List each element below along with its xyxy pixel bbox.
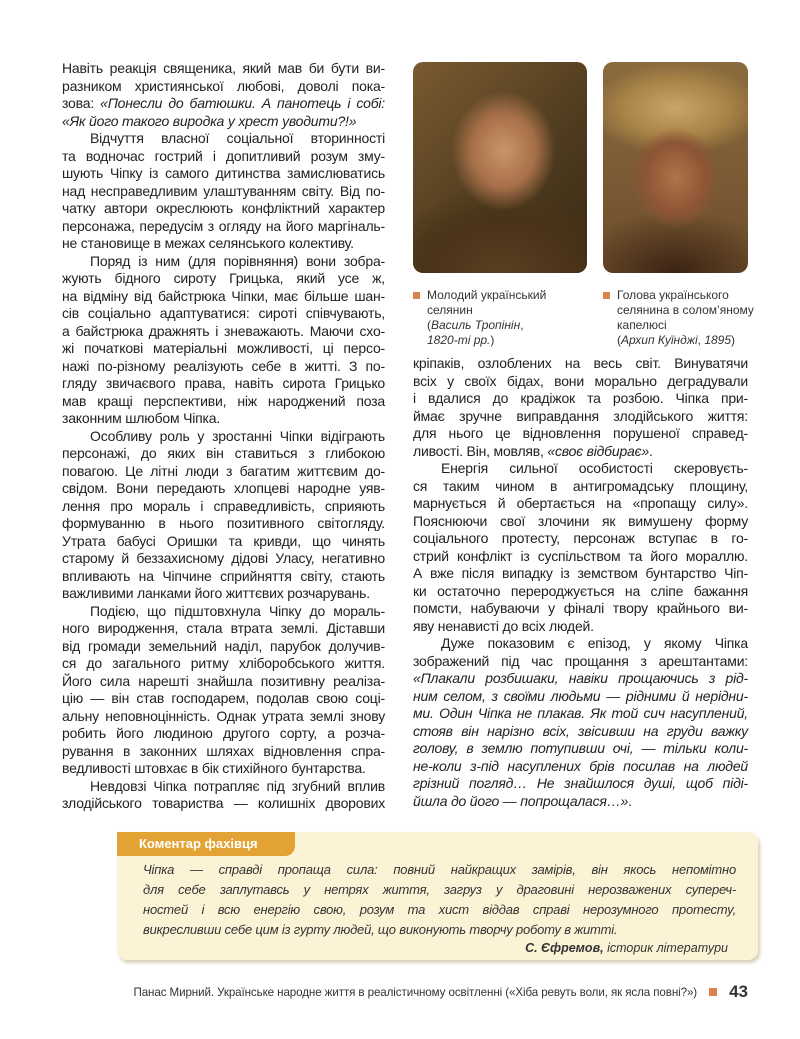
paragraph	[62, 253, 385, 428]
text-line: для себе заплутавсь у нетрях життя, загруз у драговині нерозважених супереч-	[143, 882, 736, 897]
text-line: жують бідного сироту Грицька, який усе ж,	[62, 270, 385, 286]
text-line: Відчуття власної соціальної вторинності	[90, 130, 385, 146]
right-text-column	[413, 355, 748, 810]
caption-date: 1895	[704, 333, 732, 347]
text-line: впливають на Чіпчине сприйняття світу, стають	[62, 567, 385, 584]
caption-marker-icon	[413, 292, 420, 299]
paragraph	[413, 635, 748, 810]
text-line: стояв він нарізно всіх, звісивши на груди важку	[413, 722, 748, 739]
text-line: ливості. Він, мовляв, «своє відбирає».	[413, 442, 653, 459]
text-line: ведливості штовхає в бік стихійного бунтарства.	[62, 760, 366, 776]
text-line: ся таким чином в антигромадську площину,	[413, 477, 748, 494]
text-line: Утрата бабусі Оришки та кривди, що чинять	[62, 532, 385, 549]
text-line: стрий конфлікт із суспільством та його мораллю.	[413, 547, 748, 564]
caption-date: 1820-ті рр.	[427, 333, 491, 347]
text-line: ки остаточно перероджується на сліпе бажання	[413, 582, 748, 599]
text-line: шують Чіпку із самого дитинства замислюватись	[62, 165, 385, 181]
text-line: і вдалися до крадіжок та розбою. Чіпка при-	[413, 390, 748, 406]
text-line: для нього це відновлення порушеної справед-	[413, 425, 748, 441]
caption-author: Василь Тропінін	[431, 318, 521, 332]
text-line: не-коли з-під насуплених брів посилав на людей	[413, 757, 748, 774]
expert-comment-text	[143, 860, 736, 940]
text-line: чатку автори окреслюють конфліктний характер	[62, 200, 385, 216]
text-line: формуванню в нього позитивного світогляду.	[62, 515, 385, 531]
text-line: свідом. Вони передають хлопцеві народне уяв-	[62, 480, 385, 496]
text-line: «Як його такого виродка у хрест уводити?!»	[62, 112, 357, 129]
text-line: гляду звичаєвого права, навіть сирота Грицько	[62, 375, 385, 391]
left-text-column	[62, 60, 385, 813]
text-line: мав кращі перспективи, ніж народжений поза	[62, 392, 385, 409]
page-footer	[133, 982, 748, 1002]
text-line: законним шлюбом Чіпка.	[62, 410, 221, 426]
text-line: важливими ланками його життєвих розчарувань.	[62, 585, 370, 601]
text-line: цію — він став господарем, подолав свою соці-	[62, 690, 385, 706]
text-line: старому й беззахисному дідові Уласу, негативно	[62, 550, 385, 566]
text-line: робить його людиною другого сорту, а розча-	[62, 725, 385, 741]
paragraph	[62, 603, 385, 778]
text-line: соціального протесту, персонаж вступає в го-	[413, 530, 748, 546]
footer-marker-icon	[709, 988, 717, 996]
signature-author: С. Єфремов,	[525, 941, 604, 955]
caption-title: Голова українського селянина в солом’яному капелюсі	[617, 288, 754, 332]
text-line: Невдовзі Чіпка потрапляє під згубний вплив	[90, 777, 385, 794]
text-line: Поряд із ним (для порівняння) вони зобра-	[90, 252, 385, 269]
text-line: марнується й обертається на «пропащу силу».	[413, 495, 748, 511]
expert-comment-header: Коментар фахівця	[117, 832, 295, 856]
text-line: Особливу роль у зростанні Чіпки відіграють	[90, 427, 385, 444]
caption-author: Архип Куїнджі	[621, 333, 698, 347]
text-line: персонажі, до яких він ставиться з глибокою	[62, 445, 385, 461]
text-line: всіх у своїх бідах, вони морально деградували	[413, 372, 748, 389]
text-line: злодійського товариства — колишніх дворових	[62, 795, 385, 811]
text-line: Навіть реакція священика, який мав би бути ви-	[62, 60, 385, 76]
text-line: грізний погляд… Не знайшлося душі, щоб піді-	[413, 775, 748, 791]
text-line: не становище в межах селянського колективу.	[62, 235, 354, 251]
text-line: сів соціально адаптуватися: сироті співчувають,	[62, 305, 385, 321]
text-line: кріпаків, озлоблених на весь світ. Винуватячи	[413, 355, 748, 371]
text-line: Дуже показовим є епізод, у якому Чіпка	[441, 635, 748, 651]
text-line: нажі по-різному реалізують себе в житті. З по-	[62, 357, 385, 374]
text-line: зображений під час прощання з арештантами:	[413, 652, 748, 669]
caption-painting-1: Молодий український селянин (Василь Тропінін, 1820-ті рр.)	[427, 288, 577, 348]
paragraph	[62, 778, 385, 813]
expert-comment-box	[117, 832, 758, 960]
paragraph	[413, 460, 748, 635]
text-line: та водночас гострий і допитливий розум зму-	[62, 147, 385, 164]
text-line: ся до загального ритму хліборобського життя.	[62, 655, 385, 671]
text-line: лення про мораль і справедливість, сприяють	[62, 497, 385, 514]
text-line: Подією, що підштовхнула Чіпку до мораль-	[90, 602, 385, 619]
text-line: Енергія сильної особистості скеровуєть-	[441, 460, 748, 476]
signature-role: історик літератури	[607, 941, 728, 955]
text-line: над несправедливим улаштуванням світу. Від по-	[62, 182, 385, 199]
text-line: від громади земельний наділ, парубок долучив-	[62, 637, 385, 654]
paragraph	[62, 60, 385, 130]
text-line: а байстрюка дражнять і зневажають. Маючи схо-	[62, 322, 385, 339]
page-number: 43	[729, 982, 748, 1001]
text-line: ного виродження, стала втрата землі. Діставши	[62, 620, 385, 636]
caption-title: Молодий український селянин	[427, 288, 547, 317]
text-line: ми. Один Чіпка не плакав. Як той сич насуплений,	[413, 705, 748, 721]
paragraph	[413, 355, 748, 460]
text-line: Чіпка — справді пропаща сила: повний найкращих замірів, він якось непомітно	[143, 862, 736, 877]
footer-running-title: Панас Мирний. Українське народне життя в реалістичному освітленні («Хіба ревуть воли, як ясла повні?»)	[133, 985, 698, 999]
text-line: йшла до його — попрощалася…».	[413, 792, 632, 809]
text-line: на відміну від байстрюка Чіпки, має більше шан-	[62, 287, 385, 304]
text-line: «Плакали розбишаки, навіки прощаючись з рід-	[413, 670, 748, 686]
text-line: жі початкові матеріальні можливості, ці персо-	[62, 340, 385, 356]
text-line: Пояснюючи свої злочини як вимушену форму	[413, 512, 748, 529]
text-line: разником християнської любові, доволі пока-	[62, 77, 385, 94]
paragraph	[62, 130, 385, 253]
expert-comment-signature	[525, 940, 728, 956]
text-line: голову, в землю потупивши очі, — тільки коли-	[413, 740, 748, 756]
caption-marker-icon	[603, 292, 610, 299]
text-line: зова: «Понесли до батюшки. А панотець і собі:	[62, 95, 385, 111]
painting-peasant-in-straw-hat	[603, 62, 748, 273]
text-line: помсти, набуваючи у фіналі твору крайнього ви-	[413, 600, 748, 616]
text-line: Його сила нарешті знайшла позитивну реаліза-	[62, 672, 385, 689]
text-line: рування в законних шляхах відновлення спра-	[62, 742, 385, 759]
text-line: повагою. Це літні люди з багатим життєвим до-	[62, 462, 385, 479]
painting-young-peasant	[413, 62, 587, 273]
text-line: А вже після випадку із земством бунтарство Чіп-	[413, 565, 748, 581]
text-line: персонажа, передусім з огляду на його маргіналь-	[62, 217, 385, 234]
text-line: ностей і всю енергію свою, розум та хист віддав справі нерозумного протесту,	[143, 902, 736, 917]
text-line: викресливши себе цим із гурту людей, що виконують творчу роботу в житті.	[143, 922, 618, 937]
text-line: альну неповноцінність. Однак утрата землі знову	[62, 707, 385, 724]
caption-painting-2: Голова українського селянина в солом’яному капелюсі (Архип Куїнджі, 1895)	[617, 288, 757, 348]
paragraph	[62, 428, 385, 603]
text-line: ним селом, з своїми людьми — рідними й нерідни-	[413, 687, 748, 704]
text-line: яву ненависті до всіх людей.	[413, 617, 594, 634]
text-line: ймає зручне виправдання злодійського життя:	[413, 407, 748, 424]
